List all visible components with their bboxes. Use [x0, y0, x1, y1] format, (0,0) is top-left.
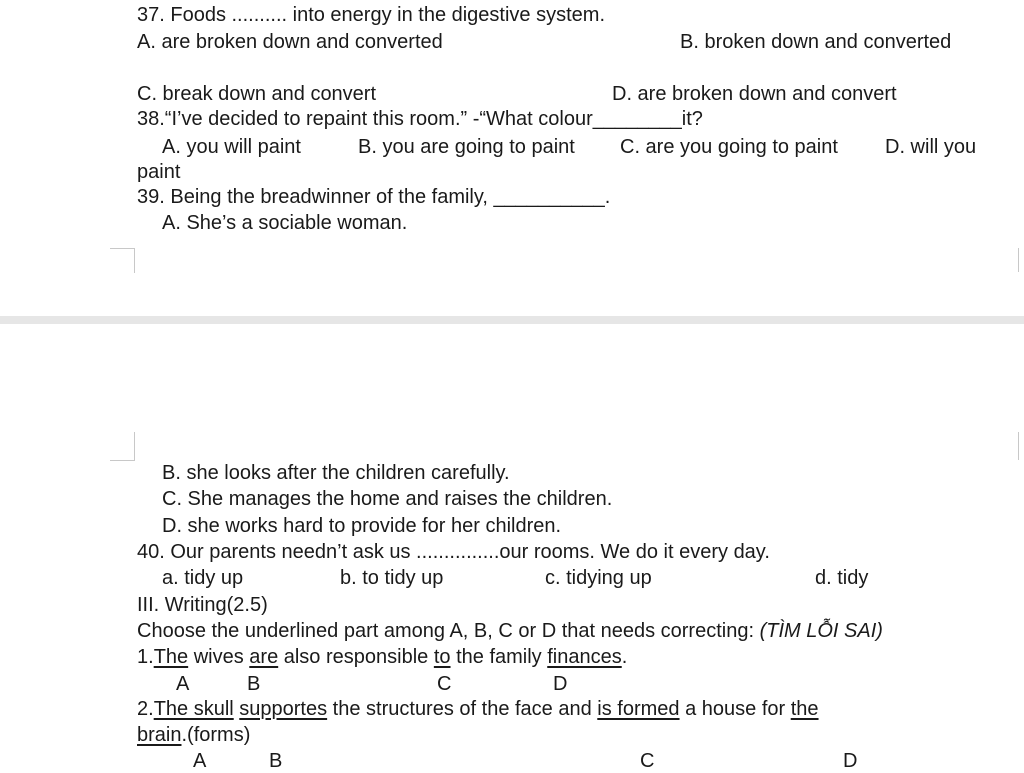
question-40-option-d: d. tidy [815, 567, 869, 589]
sentence-1-underlined-a: The [153, 646, 189, 668]
page-corner-mark-top-right [1018, 432, 1024, 460]
question-39-stem-start: 39. Being the breadwinner of the family, [137, 186, 488, 208]
question-39-option-a: A. She’s a sociable woman. [162, 212, 408, 234]
sentence-2-underlined-b: supportes [239, 698, 328, 720]
page-separator [0, 316, 1024, 324]
writing-heading: III. Writing(2.5) [137, 594, 268, 616]
question-37-option-b: B. broken down and converted [680, 31, 952, 53]
sentence-1-underlined-d: finances [547, 646, 622, 668]
question-39-blank: __________ [493, 186, 605, 208]
sentence-2-text-2: a house for [679, 698, 791, 720]
sentence-2-label-b: B [269, 750, 283, 772]
sentence-2-line-2 [137, 723, 250, 747]
question-38-option-d-wrap: paint [137, 161, 181, 183]
sentence-2-underlined-d-cont: brain [137, 724, 182, 746]
page-corner-mark-top-left [110, 432, 135, 461]
question-37-stem: 37. Foods .......... into energy in the digestive system. [137, 4, 606, 26]
question-38-option-c: C. are you going to paint [620, 136, 838, 158]
question-40-option-b: b. to tidy up [340, 567, 444, 589]
sentence-2 [137, 697, 819, 721]
question-39-stem [137, 185, 610, 209]
sentence-1-period: . [621, 646, 628, 668]
sentence-1 [137, 645, 627, 669]
sentence-2-text-1: the structures of the face and [327, 698, 598, 720]
question-38-blank: ________ [592, 108, 682, 130]
question-39-stem-end: . [604, 186, 611, 208]
question-40-stem: 40. Our parents needn’t ask us ...............our rooms. We do it every day. [137, 541, 770, 563]
sentence-1-label-d: D [553, 673, 568, 695]
writing-instruction-vietnamese: (TÌM LỖI SAI) [759, 620, 883, 642]
sentence-1-text-3: the family [450, 646, 548, 668]
sentence-1-text-1: wives [188, 646, 250, 668]
page-corner-mark-bottom-left [110, 248, 135, 273]
sentence-2-number: 2. [137, 698, 154, 720]
question-37-option-c: C. break down and convert [137, 83, 377, 105]
sentence-1-label-c: C [437, 673, 452, 695]
sentence-2-label-d: D [843, 750, 858, 772]
question-38-option-b: B. you are going to paint [358, 136, 575, 158]
question-40-option-c: c. tidying up [545, 567, 652, 589]
sentence-2-underlined-d: the [790, 698, 819, 720]
sentence-1-label-b: B [247, 673, 261, 695]
question-39-option-c: C. She manages the home and raises the children. [162, 488, 613, 510]
question-39-option-d: D. she works hard to provide for her children. [162, 515, 562, 537]
sentence-2-label-a: A [193, 750, 207, 772]
writing-instruction-text: Choose the underlined part among A, B, C or D that needs correcting: [137, 620, 755, 642]
question-38-stem-start: 38.“I’ve decided to repaint this room.” -“What colour [137, 108, 593, 130]
sentence-1-number: 1. [137, 646, 154, 668]
question-37-option-a: A. are broken down and converted [137, 31, 443, 53]
writing-instruction [137, 619, 883, 643]
question-39-option-b: B. she looks after the children carefully. [162, 462, 510, 484]
question-38-stem [137, 107, 703, 131]
question-40-option-a: a. tidy up [162, 567, 244, 589]
question-37-option-d: D. are broken down and convert [612, 83, 897, 105]
sentence-1-text-2: also responsible [278, 646, 434, 668]
sentence-2-label-c: C [640, 750, 655, 772]
page-corner-mark-bottom-right [1018, 248, 1024, 272]
question-38-option-a: A. you will paint [162, 136, 301, 158]
sentence-2-note: .(forms) [181, 724, 251, 746]
sentence-1-underlined-b: are [249, 646, 279, 668]
sentence-2-underlined-a: The skull [153, 698, 234, 720]
sentence-1-underlined-c: to [433, 646, 451, 668]
sentence-2-underlined-c: is formed [597, 698, 680, 720]
question-38-option-d: D. will you [885, 136, 977, 158]
sentence-1-label-a: A [176, 673, 190, 695]
question-38-stem-end: it? [681, 108, 703, 130]
